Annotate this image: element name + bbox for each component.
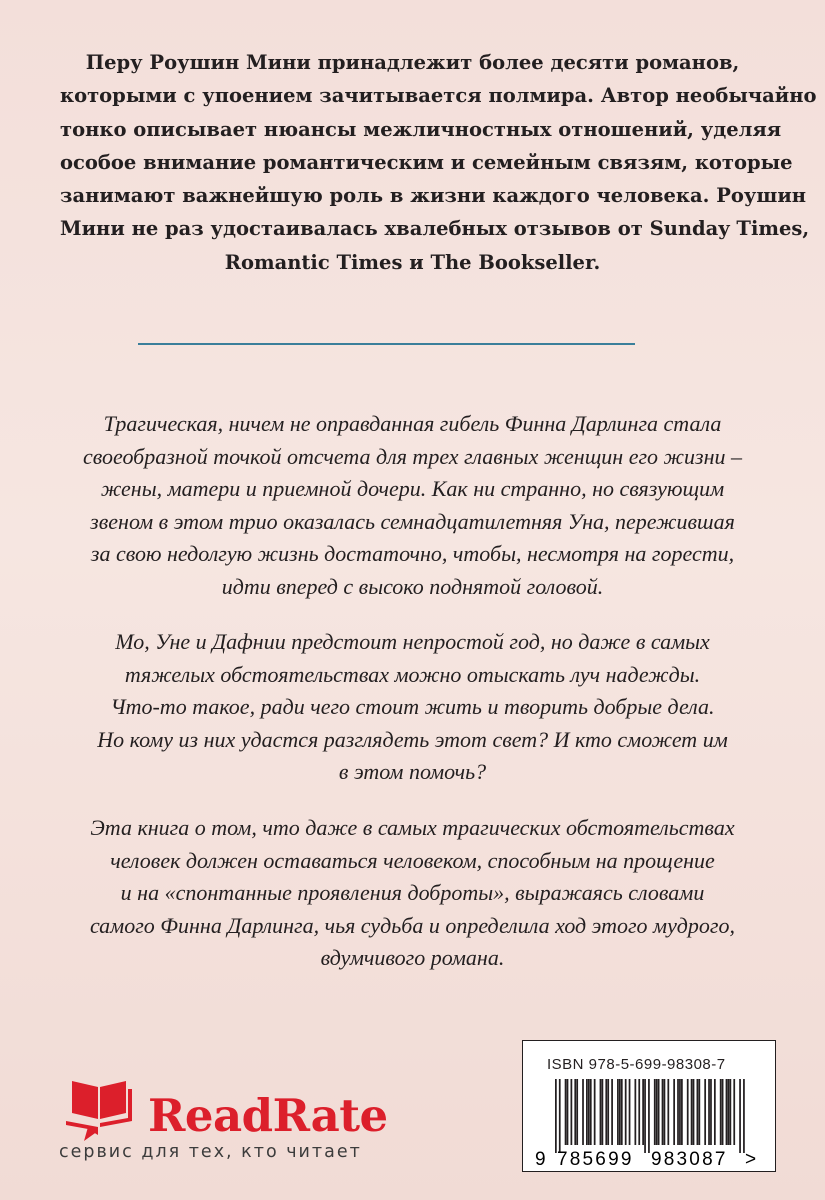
annotation-line: Эта книга о том, что даже в самых трагических обстоятельствах	[90, 815, 735, 840]
barcode-bar	[567, 1079, 569, 1145]
barcode-bar	[708, 1079, 710, 1145]
section-divider	[138, 343, 635, 345]
barcode-bar	[728, 1079, 730, 1145]
barcode-bar	[594, 1079, 596, 1145]
barcode-bar	[743, 1079, 745, 1153]
author-bio-line: занимают важнейшую роль в жизни каждого человека. Роушин	[60, 184, 807, 208]
barcode-bar	[677, 1079, 679, 1145]
barcode-bar	[576, 1079, 578, 1145]
barcode-right-group: 983087	[651, 1149, 728, 1170]
annotation-line: самого Финна Дарлинга, чья судьба и определила ход этого мудрого,	[89, 912, 735, 938]
barcode-bar	[634, 1079, 636, 1145]
isbn-label: ISBN 978-5-699-98308-7	[547, 1056, 726, 1073]
author-bio-line: которыми с упоением зачитывается полмира. Автор необычайно	[60, 84, 817, 108]
barcode-bar	[607, 1079, 609, 1145]
barcode-bar	[644, 1079, 646, 1153]
barcode-bar	[648, 1079, 650, 1153]
barcode-bar	[714, 1079, 716, 1145]
author-bio	[60, 46, 817, 279]
annotation-line: человек должен оставаться человеком, способным на прощение	[110, 847, 715, 873]
barcode-bar	[559, 1079, 561, 1153]
author-bio-line: особое внимание романтическим и семейным связям, которые	[60, 150, 793, 174]
barcode-bar	[658, 1079, 660, 1145]
barcode-bar	[739, 1079, 741, 1153]
barcode-bar	[726, 1079, 728, 1145]
barcode-bar	[691, 1079, 693, 1145]
barcode-bar	[625, 1079, 627, 1145]
annotation-paragraph-1	[30, 408, 795, 603]
author-bio-line: Мини не раз удостаивалась хвалебных отзывов от Sunday Times,	[60, 217, 810, 241]
barcode-bar	[720, 1079, 722, 1145]
barcode-bar	[704, 1079, 706, 1145]
barcode-bar	[667, 1079, 669, 1145]
annotation-line: Но кому из них удастся разглядеть этот свет? И кто сможет им	[97, 726, 728, 752]
barcode-bar	[673, 1079, 675, 1145]
annotation-line: Что-то такое, ради чего стоит жить и творить добрые дела.	[110, 694, 715, 719]
barcode-bar	[600, 1079, 602, 1145]
annotation-line: за свою недолгую жизнь достаточно, чтобы, несмотря на горести,	[90, 541, 735, 566]
barcode-bar	[642, 1079, 644, 1145]
barcode-bar	[586, 1079, 588, 1145]
annotation-paragraph-2	[30, 626, 795, 789]
open-book-bubble-icon	[58, 1075, 138, 1141]
barcode-bar	[679, 1079, 681, 1145]
annotation-line: жены, матери и приемной дочери. Как ни странно, но связующим	[100, 476, 725, 501]
barcode-bar	[698, 1079, 700, 1145]
barcode-end-mark: >	[745, 1149, 757, 1170]
barcode-bar	[654, 1079, 656, 1145]
annotation-line: Трагическая, ничем не оправданная гибель Финна Дарлинга стала	[103, 411, 722, 436]
barcode-bar	[571, 1079, 573, 1145]
barcode-bar	[588, 1079, 590, 1145]
barcode-bar	[664, 1079, 666, 1145]
barcode	[523, 1041, 775, 1171]
barcode-left-group: 785699	[557, 1149, 634, 1170]
barcode-bar	[638, 1079, 640, 1145]
barcode-bar	[733, 1079, 735, 1145]
barcode-bar	[681, 1079, 683, 1145]
barcode-box	[522, 1040, 776, 1172]
barcode-bar	[621, 1079, 623, 1145]
barcode-bar	[722, 1079, 724, 1145]
annotation-line: своеобразной точкой отсчета для трех главных женщин его жизни –	[82, 443, 743, 469]
barcode-bar	[574, 1079, 576, 1145]
author-bio-line: тонко описывает нюансы межличностных отношений, уделяя	[60, 117, 782, 141]
barcode-bar	[656, 1079, 658, 1145]
barcode-bar	[602, 1079, 604, 1145]
annotation-paragraph-3	[30, 812, 795, 975]
annotation-line: вдумчивого романа.	[320, 945, 505, 970]
barcode-bar	[611, 1079, 613, 1145]
barcode-bar	[619, 1079, 621, 1145]
annotation-line: в этом помочь?	[338, 759, 487, 784]
barcode-bar	[565, 1079, 567, 1145]
barcode-first-digit: 9	[535, 1149, 546, 1170]
annotation-line: звеном в этом трио оказалась семнадцатилетняя Уна, пережившая	[90, 508, 735, 534]
author-bio-line: Перу Роушин Мини принадлежит более десяти романов,	[85, 51, 740, 74]
author-bio-line: Romantic Times и The Bookseller.	[224, 250, 601, 274]
barcode-bar	[697, 1079, 699, 1145]
barcode-bar	[693, 1079, 695, 1145]
logo-tagline: сервис для тех, кто читает	[59, 1142, 362, 1162]
barcode-bar	[582, 1079, 584, 1145]
readrate-logo	[58, 1075, 388, 1170]
barcode-bar	[687, 1079, 689, 1145]
annotation-line: идти вперед с высоко поднятой головой.	[221, 573, 604, 599]
barcode-bar	[662, 1079, 664, 1145]
barcode-bar	[555, 1079, 557, 1153]
barcode-bar	[629, 1079, 631, 1145]
logo-name: ReadRate	[148, 1089, 388, 1142]
barcode-bar	[605, 1079, 607, 1145]
barcode-bar	[710, 1079, 712, 1145]
barcode-bar	[590, 1079, 592, 1145]
barcode-bar	[729, 1079, 731, 1145]
annotation-line: Мо, Уне и Дафнии предстоит непростой год, но даже в самых	[115, 629, 710, 654]
barcode-bar	[617, 1079, 619, 1145]
annotation-line: и на «спонтанные проявления доброты», выражаясь словами	[120, 880, 705, 905]
annotation-line: тяжелых обстоятельствах можно отыскать луч надежды.	[124, 661, 701, 687]
